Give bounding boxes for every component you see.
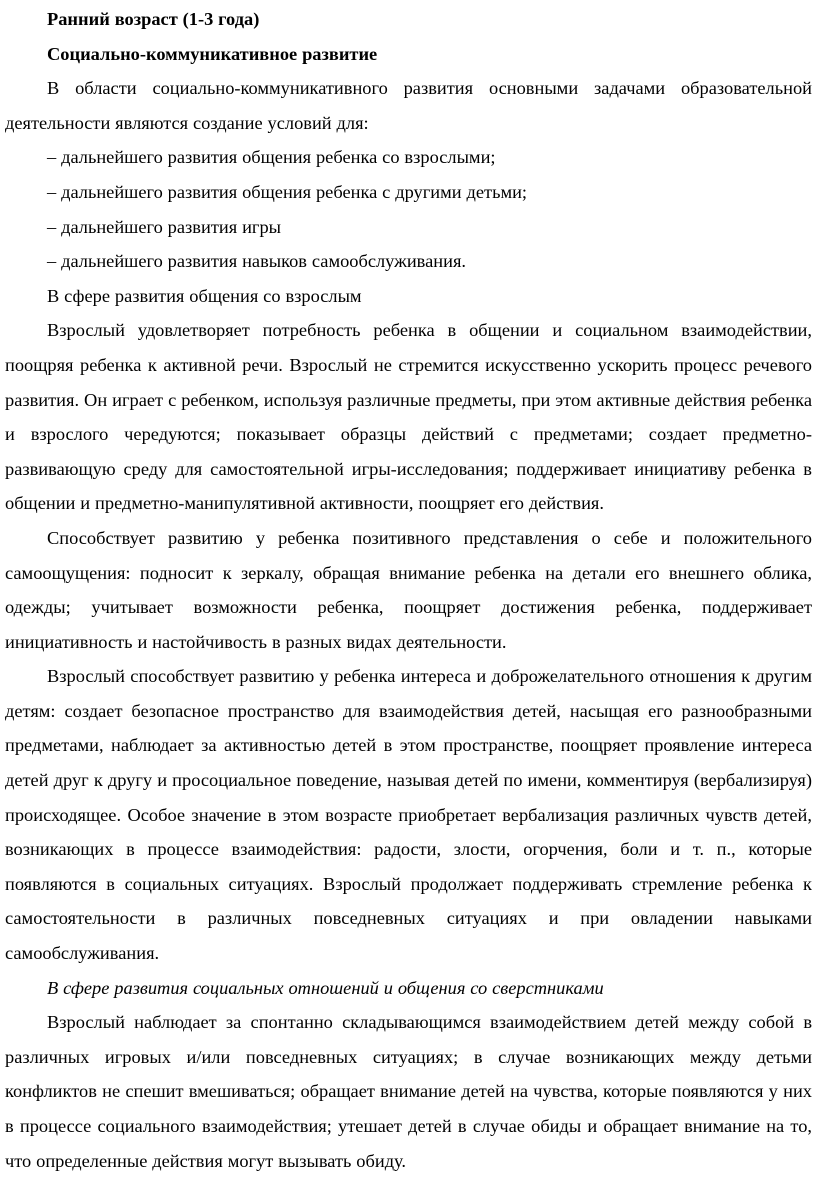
section-heading-adult-communication: В сфере развития общения со взрослым [47,285,362,306]
body-paragraph: Взрослый способствует развитию у ребенка интереса и доброжелательного отношения к другим детям: создает безопасное пространство для взаимодействия детей, насыщая его разнообразными предметами, наблюдает за активностью детей в этом пространстве, поощряет проявление интереса детей друг к другу и просоциальное поведение, называя детей по имени, комментируя (вербализируя) происходящее. Особое значение в этом возрасте приобретает вербализация различных чувств детей, возникающих в процессе взаимодействия: радости, злости, огорчения, боли и т. п., которые появляются в социальных ситуациях. Взрослый продолжает поддерживать стремление ребенка к самостоятельности в различных повседневных ситуациях и при овладении навыками самообслуживания. [5,666,812,964]
list-item: – дальнейшего развития общения ребенка с другими детьми; [47,181,528,202]
list-item: – дальнейшего развития общения ребенка со взрослыми; [47,147,496,168]
body-paragraph: Взрослый наблюдает за спонтанно складывающимся взаимодействием детей между собой в различных игровых и/или повседневных ситуациях; в случае возникающих между детьми конфликтов не спешит вмешиваться; обращает внимание детей на чувства, которые появляются у них в процессе социального взаимодействия; утешает детей в случае обиды и обращает внимание на то, что определенные действия могут вызывать обиду. [5,1012,812,1171]
list-item: – дальнейшего развития навыков самообслуживания. [47,251,467,272]
document-title: Ранний возраст (1-3 года) [47,9,260,29]
document-subtitle: Социально-коммуникативное развитие [47,43,378,64]
body-paragraph: Взрослый удовлетворяет потребность ребенка в общении и социальном взаимодействии, поощряя ребенка к активной речи. Взрослый не стремится искусственно ускорить процесс речевого развития. Он играет с ребенком, используя различные предметы, при этом активные действия ребенка и взрослого чередуются; показывает образцы действий с предметами; создает предметно-развивающую среду для самостоятельной игры-исследования; поддерживает инициативу ребенка в общении и предметно-манипулятивной активности, поощряет его действия. [5,320,812,514]
list-item: – дальнейшего развития игры [47,216,282,237]
section-heading-peer-relations: В сфере развития социальных отношений и общения со сверстниками [47,977,604,998]
intro-paragraph: В области социально-коммуникативного развития основными задачами образовательной деятельности являются создание условий для: [5,78,812,133]
body-paragraph: Способствует развитию у ребенка позитивного представления о себе и положительного самоощущения: подносит к зеркалу, обращая внимание ребенка на детали его внешнего облика, одежды; учитывает возможности ребенка, поощряет достижения ребенка, поддерживает инициативность и настойчивость в разных видах деятельности. [5,527,812,652]
